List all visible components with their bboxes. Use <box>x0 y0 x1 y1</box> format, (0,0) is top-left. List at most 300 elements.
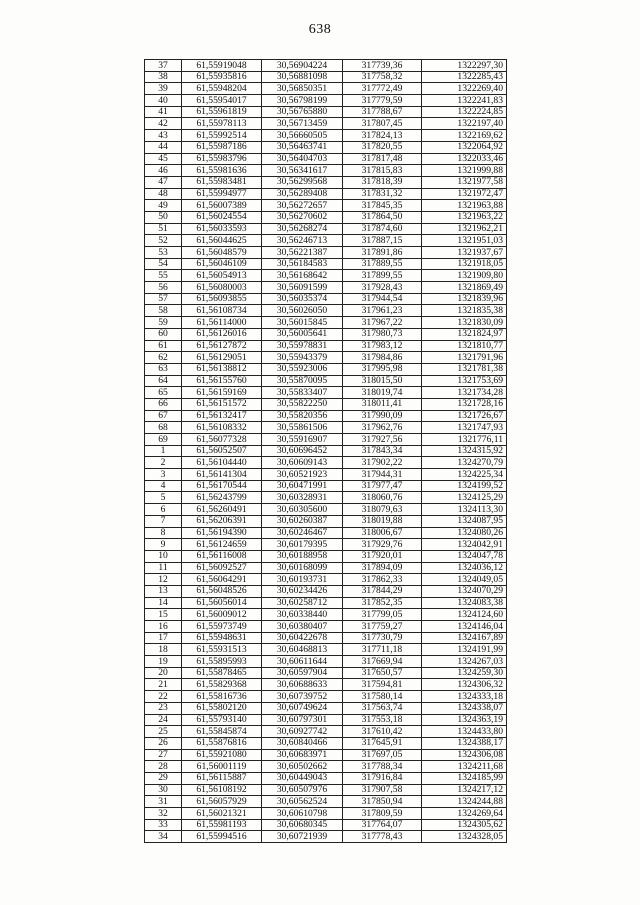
longitude-cell: 30,55861506 <box>262 422 343 434</box>
point-number-cell: 21 <box>145 679 182 691</box>
table-row <box>145 515 507 527</box>
latitude-cell: 61,55981193 <box>182 819 262 831</box>
point-number-cell: 31 <box>145 796 182 808</box>
longitude-cell: 30,56270602 <box>262 211 343 223</box>
point-number-cell: 24 <box>145 714 182 726</box>
x-coordinate-cell: 317831,32 <box>343 188 422 200</box>
point-number-cell: 6 <box>145 504 182 516</box>
latitude-cell: 61,56021321 <box>182 808 262 820</box>
table-row <box>145 340 507 352</box>
latitude-cell: 61,56124659 <box>182 539 262 551</box>
x-coordinate-cell: 317730,79 <box>343 632 422 644</box>
latitude-cell: 61,55973749 <box>182 621 262 633</box>
longitude-cell: 30,60562524 <box>262 796 343 808</box>
x-coordinate-cell: 317977,47 <box>343 480 422 492</box>
y-coordinate-cell: 1324259,30 <box>422 667 507 679</box>
latitude-cell: 61,55983796 <box>182 153 262 165</box>
table-row <box>145 749 507 761</box>
latitude-cell: 61,56080003 <box>182 282 262 294</box>
longitude-cell: 30,60739752 <box>262 691 343 703</box>
latitude-cell: 61,55994516 <box>182 831 262 843</box>
table-row <box>145 679 507 691</box>
table-row <box>145 235 507 247</box>
point-number-cell: 40 <box>145 95 182 107</box>
latitude-cell: 61,56052507 <box>182 445 262 457</box>
x-coordinate-cell: 317927,56 <box>343 434 422 446</box>
point-number-cell: 51 <box>145 223 182 235</box>
longitude-cell: 30,56299568 <box>262 176 343 188</box>
longitude-cell: 30,60188958 <box>262 550 343 562</box>
latitude-cell: 61,56024554 <box>182 211 262 223</box>
x-coordinate-cell: 318011,41 <box>343 398 422 410</box>
y-coordinate-cell: 1321781,38 <box>422 363 507 375</box>
point-number-cell: 19 <box>145 656 182 668</box>
table-row <box>145 667 507 679</box>
table-row <box>145 714 507 726</box>
latitude-cell: 61,56048526 <box>182 585 262 597</box>
point-number-cell: 46 <box>145 165 182 177</box>
latitude-cell: 61,56056014 <box>182 597 262 609</box>
table-row <box>145 247 507 259</box>
y-coordinate-cell: 1321753,69 <box>422 375 507 387</box>
y-coordinate-cell: 1321824,97 <box>422 328 507 340</box>
table-row <box>145 328 507 340</box>
table-row <box>145 480 507 492</box>
x-coordinate-cell: 317928,43 <box>343 282 422 294</box>
y-coordinate-cell: 1321734,28 <box>422 387 507 399</box>
longitude-cell: 30,56341617 <box>262 165 343 177</box>
table-row <box>145 445 507 457</box>
table-row <box>145 691 507 703</box>
x-coordinate-cell: 317594,81 <box>343 679 422 691</box>
x-coordinate-cell: 317894,09 <box>343 562 422 574</box>
x-coordinate-cell: 317739,36 <box>343 60 422 72</box>
table-row <box>145 434 507 446</box>
y-coordinate-cell: 1324199,52 <box>422 480 507 492</box>
x-coordinate-cell: 317553,18 <box>343 714 422 726</box>
point-number-cell: 11 <box>145 562 182 574</box>
latitude-cell: 61,56126016 <box>182 328 262 340</box>
x-coordinate-cell: 317891,86 <box>343 247 422 259</box>
longitude-cell: 30,60597904 <box>262 667 343 679</box>
longitude-cell: 30,56184583 <box>262 258 343 270</box>
point-number-cell: 20 <box>145 667 182 679</box>
point-number-cell: 52 <box>145 235 182 247</box>
y-coordinate-cell: 1324328,05 <box>422 831 507 843</box>
table-row <box>145 83 507 95</box>
latitude-cell: 61,55981636 <box>182 165 262 177</box>
table-row <box>145 200 507 212</box>
longitude-cell: 30,60338440 <box>262 609 343 621</box>
x-coordinate-cell: 317874,60 <box>343 223 422 235</box>
point-number-cell: 32 <box>145 808 182 820</box>
y-coordinate-cell: 1322033,46 <box>422 153 507 165</box>
y-coordinate-cell: 1324125,29 <box>422 492 507 504</box>
longitude-cell: 30,56850351 <box>262 83 343 95</box>
table-row <box>145 492 507 504</box>
x-coordinate-cell: 317788,67 <box>343 106 422 118</box>
x-coordinate-cell: 318015,50 <box>343 375 422 387</box>
longitude-cell: 30,60468813 <box>262 644 343 656</box>
longitude-cell: 30,60502662 <box>262 761 343 773</box>
point-number-cell: 28 <box>145 761 182 773</box>
point-number-cell: 56 <box>145 282 182 294</box>
point-number-cell: 12 <box>145 574 182 586</box>
longitude-cell: 30,55978831 <box>262 340 343 352</box>
y-coordinate-cell: 1324113,30 <box>422 504 507 516</box>
y-coordinate-cell: 1322169,62 <box>422 130 507 142</box>
table-row <box>145 211 507 223</box>
x-coordinate-cell: 317610,42 <box>343 726 422 738</box>
point-number-cell: 66 <box>145 398 182 410</box>
longitude-cell: 30,56221387 <box>262 247 343 259</box>
longitude-cell: 30,56246713 <box>262 235 343 247</box>
latitude-cell: 61,56243799 <box>182 492 262 504</box>
latitude-cell: 61,55845874 <box>182 726 262 738</box>
x-coordinate-cell: 317817,48 <box>343 153 422 165</box>
point-number-cell: 1 <box>145 445 182 457</box>
longitude-cell: 30,60610798 <box>262 808 343 820</box>
table-row <box>145 118 507 130</box>
coordinates-table-body <box>145 60 507 843</box>
longitude-cell: 30,56798199 <box>262 95 343 107</box>
y-coordinate-cell: 1321999,88 <box>422 165 507 177</box>
x-coordinate-cell: 317650,57 <box>343 667 422 679</box>
y-coordinate-cell: 1321810,77 <box>422 340 507 352</box>
y-coordinate-cell: 1321972,47 <box>422 188 507 200</box>
table-row <box>145 130 507 142</box>
latitude-cell: 61,55961819 <box>182 106 262 118</box>
latitude-cell: 61,56151572 <box>182 398 262 410</box>
longitude-cell: 30,56005641 <box>262 328 343 340</box>
y-coordinate-cell: 1321909,80 <box>422 270 507 282</box>
longitude-cell: 30,60328931 <box>262 492 343 504</box>
latitude-cell: 61,55948204 <box>182 83 262 95</box>
latitude-cell: 61,55829368 <box>182 679 262 691</box>
y-coordinate-cell: 1324124,60 <box>422 609 507 621</box>
latitude-cell: 61,56141304 <box>182 469 262 481</box>
longitude-cell: 30,56904224 <box>262 60 343 72</box>
table-row <box>145 422 507 434</box>
coordinates-table <box>144 59 507 843</box>
longitude-cell: 30,56268274 <box>262 223 343 235</box>
point-number-cell: 42 <box>145 118 182 130</box>
latitude-cell: 61,56159169 <box>182 387 262 399</box>
latitude-cell: 61,56155760 <box>182 375 262 387</box>
y-coordinate-cell: 1322269,40 <box>422 83 507 95</box>
table-row <box>145 819 507 831</box>
point-number-cell: 47 <box>145 176 182 188</box>
longitude-cell: 30,60168099 <box>262 562 343 574</box>
table-row <box>145 539 507 551</box>
x-coordinate-cell: 317807,45 <box>343 118 422 130</box>
x-coordinate-cell: 317864,50 <box>343 211 422 223</box>
latitude-cell: 61,56048579 <box>182 247 262 259</box>
latitude-cell: 61,55978113 <box>182 118 262 130</box>
latitude-cell: 61,55793140 <box>182 714 262 726</box>
y-coordinate-cell: 1321835,38 <box>422 305 507 317</box>
latitude-cell: 61,56007389 <box>182 200 262 212</box>
longitude-cell: 30,60797301 <box>262 714 343 726</box>
longitude-cell: 30,60380407 <box>262 621 343 633</box>
x-coordinate-cell: 318060,76 <box>343 492 422 504</box>
y-coordinate-cell: 1321776,11 <box>422 434 507 446</box>
x-coordinate-cell: 317772,49 <box>343 83 422 95</box>
point-number-cell: 18 <box>145 644 182 656</box>
page-number: 638 <box>308 22 332 37</box>
table-row <box>145 317 507 329</box>
point-number-cell: 59 <box>145 317 182 329</box>
y-coordinate-cell: 1324167,89 <box>422 632 507 644</box>
latitude-cell: 61,56108192 <box>182 784 262 796</box>
y-coordinate-cell: 1324333,18 <box>422 691 507 703</box>
latitude-cell: 61,56077328 <box>182 434 262 446</box>
latitude-cell: 61,55994977 <box>182 188 262 200</box>
longitude-cell: 30,60179395 <box>262 539 343 551</box>
table-row <box>145 60 507 72</box>
table-row <box>145 387 507 399</box>
longitude-cell: 30,55870095 <box>262 375 343 387</box>
x-coordinate-cell: 317758,32 <box>343 71 422 83</box>
x-coordinate-cell: 317845,35 <box>343 200 422 212</box>
latitude-cell: 61,55935816 <box>182 71 262 83</box>
y-coordinate-cell: 1324363,19 <box>422 714 507 726</box>
y-coordinate-cell: 1324217,12 <box>422 784 507 796</box>
point-number-cell: 41 <box>145 106 182 118</box>
y-coordinate-cell: 1322064,92 <box>422 141 507 153</box>
table-row <box>145 772 507 784</box>
longitude-cell: 30,60449043 <box>262 772 343 784</box>
x-coordinate-cell: 318079,63 <box>343 504 422 516</box>
longitude-cell: 30,60260387 <box>262 515 343 527</box>
y-coordinate-cell: 1324083,38 <box>422 597 507 609</box>
longitude-cell: 30,56168642 <box>262 270 343 282</box>
point-number-cell: 16 <box>145 621 182 633</box>
longitude-cell: 30,60422678 <box>262 632 343 644</box>
y-coordinate-cell: 1324042,91 <box>422 539 507 551</box>
point-number-cell: 34 <box>145 831 182 843</box>
x-coordinate-cell: 317984,86 <box>343 352 422 364</box>
point-number-cell: 26 <box>145 737 182 749</box>
x-coordinate-cell: 317967,22 <box>343 317 422 329</box>
y-coordinate-cell: 1324315,92 <box>422 445 507 457</box>
point-number-cell: 17 <box>145 632 182 644</box>
x-coordinate-cell: 317563,74 <box>343 702 422 714</box>
table-row <box>145 632 507 644</box>
y-coordinate-cell: 1324306,32 <box>422 679 507 691</box>
y-coordinate-cell: 1322197,40 <box>422 118 507 130</box>
table-row <box>145 188 507 200</box>
table-row <box>145 71 507 83</box>
x-coordinate-cell: 317944,31 <box>343 469 422 481</box>
y-coordinate-cell: 1321977,58 <box>422 176 507 188</box>
x-coordinate-cell: 317764,07 <box>343 819 422 831</box>
point-number-cell: 55 <box>145 270 182 282</box>
latitude-cell: 61,56170544 <box>182 480 262 492</box>
longitude-cell: 30,60611644 <box>262 656 343 668</box>
point-number-cell: 38 <box>145 71 182 83</box>
y-coordinate-cell: 1324070,29 <box>422 585 507 597</box>
table-row <box>145 352 507 364</box>
y-coordinate-cell: 1321963,88 <box>422 200 507 212</box>
latitude-cell: 61,55983481 <box>182 176 262 188</box>
latitude-cell: 61,56108734 <box>182 305 262 317</box>
y-coordinate-cell: 1321951,03 <box>422 235 507 247</box>
point-number-cell: 62 <box>145 352 182 364</box>
longitude-cell: 30,55822250 <box>262 398 343 410</box>
point-number-cell: 69 <box>145 434 182 446</box>
table-row <box>145 597 507 609</box>
longitude-cell: 30,60305600 <box>262 504 343 516</box>
x-coordinate-cell: 317852,35 <box>343 597 422 609</box>
x-coordinate-cell: 317902,22 <box>343 457 422 469</box>
latitude-cell: 61,56108332 <box>182 422 262 434</box>
point-number-cell: 63 <box>145 363 182 375</box>
table-row <box>145 95 507 107</box>
latitude-cell: 61,56057929 <box>182 796 262 808</box>
table-row <box>145 153 507 165</box>
longitude-cell: 30,60683971 <box>262 749 343 761</box>
x-coordinate-cell: 317759,27 <box>343 621 422 633</box>
latitude-cell: 61,56033593 <box>182 223 262 235</box>
x-coordinate-cell: 317980,73 <box>343 328 422 340</box>
y-coordinate-cell: 1321728,16 <box>422 398 507 410</box>
table-row <box>145 176 507 188</box>
point-number-cell: 45 <box>145 153 182 165</box>
longitude-cell: 30,60234426 <box>262 585 343 597</box>
x-coordinate-cell: 317962,76 <box>343 422 422 434</box>
longitude-cell: 30,60680345 <box>262 819 343 831</box>
point-number-cell: 60 <box>145 328 182 340</box>
latitude-cell: 61,56138812 <box>182 363 262 375</box>
x-coordinate-cell: 317887,15 <box>343 235 422 247</box>
table-row <box>145 574 507 586</box>
y-coordinate-cell: 1322241,83 <box>422 95 507 107</box>
x-coordinate-cell: 317799,05 <box>343 609 422 621</box>
table-row <box>145 609 507 621</box>
y-coordinate-cell: 1324191,99 <box>422 644 507 656</box>
latitude-cell: 61,56115887 <box>182 772 262 784</box>
point-number-cell: 61 <box>145 340 182 352</box>
table-row <box>145 282 507 294</box>
latitude-cell: 61,55992514 <box>182 130 262 142</box>
longitude-cell: 30,56035374 <box>262 293 343 305</box>
x-coordinate-cell: 317697,05 <box>343 749 422 761</box>
point-number-cell: 44 <box>145 141 182 153</box>
table-row <box>145 258 507 270</box>
table-row <box>145 270 507 282</box>
latitude-cell: 61,55987186 <box>182 141 262 153</box>
point-number-cell: 48 <box>145 188 182 200</box>
longitude-cell: 30,56463741 <box>262 141 343 153</box>
x-coordinate-cell: 317995,98 <box>343 363 422 375</box>
x-coordinate-cell: 317983,12 <box>343 340 422 352</box>
longitude-cell: 30,60840466 <box>262 737 343 749</box>
longitude-cell: 30,60507976 <box>262 784 343 796</box>
table-row <box>145 457 507 469</box>
latitude-cell: 61,56046109 <box>182 258 262 270</box>
latitude-cell: 61,56206391 <box>182 515 262 527</box>
table-row <box>145 808 507 820</box>
point-number-cell: 2 <box>145 457 182 469</box>
point-number-cell: 15 <box>145 609 182 621</box>
longitude-cell: 30,60246467 <box>262 527 343 539</box>
x-coordinate-cell: 317916,84 <box>343 772 422 784</box>
table-row <box>145 656 507 668</box>
point-number-cell: 49 <box>145 200 182 212</box>
point-number-cell: 33 <box>145 819 182 831</box>
latitude-cell: 61,56009012 <box>182 609 262 621</box>
y-coordinate-cell: 1324338,07 <box>422 702 507 714</box>
x-coordinate-cell: 317899,55 <box>343 270 422 282</box>
table-row <box>145 375 507 387</box>
coordinates-table-container <box>144 59 507 843</box>
point-number-cell: 39 <box>145 83 182 95</box>
longitude-cell: 30,55820356 <box>262 410 343 422</box>
y-coordinate-cell: 1324305,62 <box>422 819 507 831</box>
point-number-cell: 65 <box>145 387 182 399</box>
point-number-cell: 14 <box>145 597 182 609</box>
table-row <box>145 621 507 633</box>
y-coordinate-cell: 1324211,68 <box>422 761 507 773</box>
point-number-cell: 8 <box>145 527 182 539</box>
y-coordinate-cell: 1321726,67 <box>422 410 507 422</box>
y-coordinate-cell: 1324306,08 <box>422 749 507 761</box>
longitude-cell: 30,60609143 <box>262 457 343 469</box>
x-coordinate-cell: 318019,88 <box>343 515 422 527</box>
x-coordinate-cell: 318006,67 <box>343 527 422 539</box>
x-coordinate-cell: 317990,09 <box>343 410 422 422</box>
point-number-cell: 54 <box>145 258 182 270</box>
point-number-cell: 7 <box>145 515 182 527</box>
longitude-cell: 30,56881098 <box>262 71 343 83</box>
longitude-cell: 30,56765880 <box>262 106 343 118</box>
point-number-cell: 29 <box>145 772 182 784</box>
x-coordinate-cell: 317818,39 <box>343 176 422 188</box>
x-coordinate-cell: 317815,83 <box>343 165 422 177</box>
longitude-cell: 30,60193731 <box>262 574 343 586</box>
latitude-cell: 61,55948631 <box>182 632 262 644</box>
latitude-cell: 61,55921080 <box>182 749 262 761</box>
latitude-cell: 61,56114000 <box>182 317 262 329</box>
point-number-cell: 67 <box>145 410 182 422</box>
x-coordinate-cell: 317711,18 <box>343 644 422 656</box>
table-row <box>145 141 507 153</box>
y-coordinate-cell: 1322224,85 <box>422 106 507 118</box>
longitude-cell: 30,56026050 <box>262 305 343 317</box>
longitude-cell: 30,56015845 <box>262 317 343 329</box>
longitude-cell: 30,55943379 <box>262 352 343 364</box>
point-number-cell: 22 <box>145 691 182 703</box>
x-coordinate-cell: 317844,29 <box>343 585 422 597</box>
y-coordinate-cell: 1321937,67 <box>422 247 507 259</box>
point-number-cell: 50 <box>145 211 182 223</box>
x-coordinate-cell: 317820,55 <box>343 141 422 153</box>
point-number-cell: 43 <box>145 130 182 142</box>
longitude-cell: 30,60258712 <box>262 597 343 609</box>
longitude-cell: 30,60688633 <box>262 679 343 691</box>
point-number-cell: 64 <box>145 375 182 387</box>
longitude-cell: 30,56660505 <box>262 130 343 142</box>
table-row <box>145 106 507 118</box>
table-row <box>145 398 507 410</box>
y-coordinate-cell: 1324047,78 <box>422 550 507 562</box>
table-row <box>145 831 507 843</box>
latitude-cell: 61,55802120 <box>182 702 262 714</box>
y-coordinate-cell: 1322285,43 <box>422 71 507 83</box>
longitude-cell: 30,56272657 <box>262 200 343 212</box>
latitude-cell: 61,56260491 <box>182 504 262 516</box>
